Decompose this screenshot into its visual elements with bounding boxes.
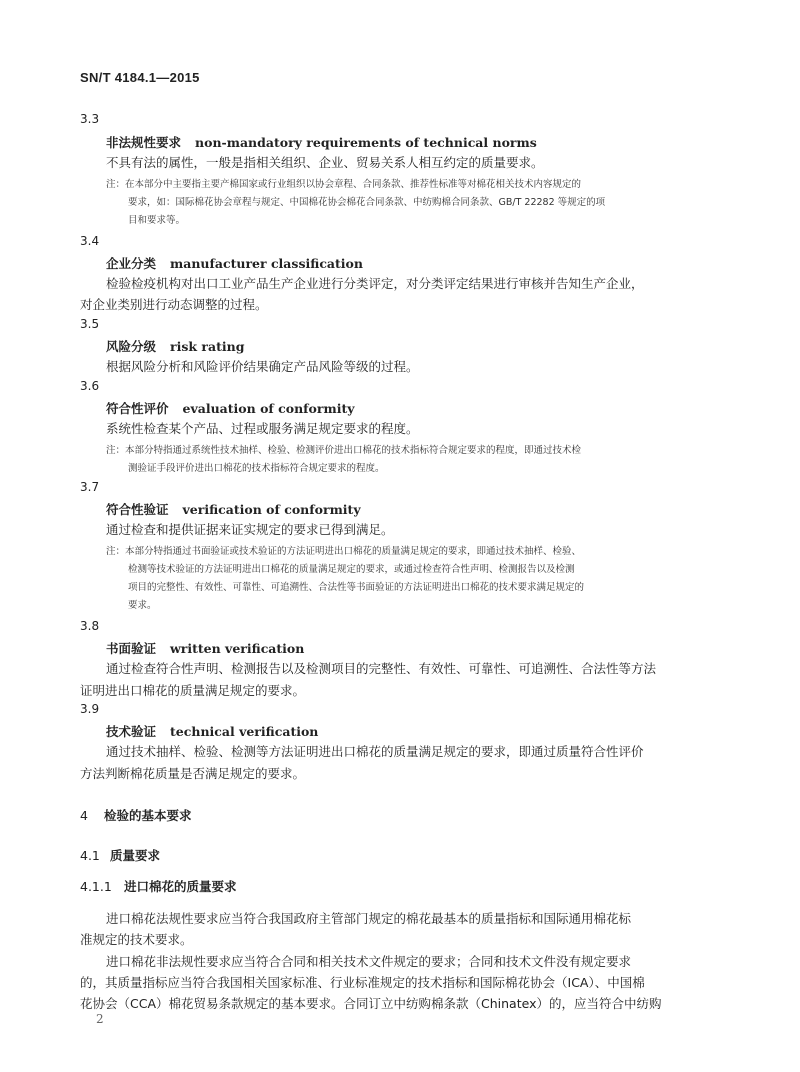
- definition-3-5: 根据风险分析和风险评价结果确定产品风险等级的过程。: [106, 359, 419, 374]
- definition-3-9-line2: 方法判断棉花质量是否满足规定的要求。: [80, 766, 306, 781]
- definition-3-6: 系统性检查某个产品、过程或服务满足规定要求的程度。: [106, 421, 419, 436]
- note-3-7-line3: 项目的完整性、有效性、可靠性、可追溯性、合法性等书面验证的方法证明进出口棉花的技术要求满足规定的: [128, 582, 585, 593]
- term-zh: 符合性评价: [106, 401, 169, 416]
- definition-3-4-line1: 检验检疫机构对出口工业产品生产企业进行分类评定，对分类评定结果进行审核并告知生产企业，: [106, 276, 644, 291]
- page-number: 2: [96, 1012, 104, 1026]
- term-en: technical verification: [170, 724, 319, 739]
- paragraph-1-line2: 准规定的技术要求。: [80, 932, 193, 947]
- term-zh: 风险分级: [106, 339, 157, 354]
- term-3-3: [106, 133, 537, 151]
- clause-number-3-9: 3.9: [80, 702, 100, 716]
- section-number: 4.1: [80, 848, 100, 863]
- clause-number-3-5: 3.5: [80, 317, 100, 331]
- section-4-1-1-heading: [80, 877, 237, 895]
- note-3-6-line1: 注：本部分特指通过系统性技术抽样、检验、检测评价进出口棉花的技术指标符合规定要求的程度，即通过技术检: [106, 445, 582, 456]
- standard-number-header: SN/T 4184.1—2015: [80, 70, 200, 85]
- definition-3-4-line2: 对企业类别进行动态调整的过程。: [80, 297, 268, 312]
- note-3-3-line3: 目和要求等。: [128, 215, 186, 226]
- definition-3-8-line1: 通过检查符合性声明、检测报告以及检测项目的完整性、有效性、可靠性、可追溯性、合法性等方法: [106, 661, 657, 676]
- note-3-3-line2: 要求，如：国际棉花协会章程与规定、中国棉花协会棉花合同条款、中纺购棉合同条款、GB/T 22282 等规定的项: [128, 197, 606, 208]
- note-3-7-line1: 注：本部分特指通过书面验证或技术验证的方法证明进出口棉花的质量满足规定的要求，即通过技术抽样、检验、: [106, 546, 582, 557]
- note-3-6-line2: 测验证手段评价进出口棉花的技术指标符合规定要求的程度。: [128, 463, 385, 474]
- definition-3-8-line2: 证明进出口棉花的质量满足规定的要求。: [80, 683, 306, 698]
- clause-number-3-8: 3.8: [80, 619, 100, 633]
- term-en: evaluation of conformity: [182, 401, 355, 416]
- term-3-9: [106, 722, 318, 740]
- term-3-8: [106, 639, 304, 657]
- clause-number-3-6: 3.6: [80, 379, 100, 393]
- term-zh: 企业分类: [106, 256, 157, 271]
- note-3-3-line1: 注：在本部分中主要指主要产棉国家或行业组织以协会章程、合同条款、推荐性标准等对棉花相关技术内容规定的: [106, 179, 582, 190]
- term-3-5: [106, 337, 244, 355]
- paragraph-1-line1: 进口棉花法规性要求应当符合我国政府主管部门规定的棉花最基本的质量指标和国际通用棉花标: [106, 911, 632, 926]
- definition-3-3: 不具有法的属性，一般是指相关组织、企业、贸易关系人相互约定的质量要求。: [106, 155, 544, 170]
- definition-3-9-line1: 通过技术抽样、检验、检测等方法证明进出口棉花的质量满足规定的要求，即通过质量符合性评价: [106, 744, 644, 759]
- chapter-number: 4: [80, 808, 88, 823]
- term-en: risk rating: [170, 339, 245, 354]
- paragraph-2-line2: 的，其质量指标应当符合我国相关国家标准、行业标准规定的技术指标和国际棉花协会（ICA）、中国棉: [80, 975, 645, 990]
- term-zh: 非法规性要求: [106, 135, 182, 150]
- clause-number-3-7: 3.7: [80, 480, 100, 494]
- chapter-title: 检验的基本要求: [104, 808, 192, 823]
- section-title: 质量要求: [110, 848, 161, 863]
- paragraph-2-line3: 花协会（CCA）棉花贸易条款规定的基本要求。合同订立中纺购棉条款（Chinatex）的，应当符合中纺购: [80, 996, 662, 1011]
- term-zh: 符合性验证: [106, 502, 169, 517]
- clause-number-3-3: 3.3: [80, 112, 100, 126]
- term-en: verification of conformity: [182, 502, 361, 517]
- term-3-4: [106, 254, 363, 272]
- section-title: 进口棉花的质量要求: [124, 879, 237, 894]
- term-en: written verification: [170, 641, 305, 656]
- section-number: 4.1.1: [80, 879, 112, 894]
- section-4-1-heading: [80, 846, 160, 864]
- definition-3-7: 通过检查和提供证据来证实规定的要求已得到满足。: [106, 522, 394, 537]
- term-zh: 书面验证: [106, 641, 157, 656]
- term-zh: 技术验证: [106, 724, 157, 739]
- paragraph-2-line1: 进口棉花非法规性要求应当符合合同和相关技术文件规定的要求；合同和技术文件没有规定要求: [106, 954, 632, 969]
- note-3-7-line4: 要求。: [128, 600, 157, 611]
- chapter-4-heading: [80, 806, 192, 824]
- note-3-7-line2: 检测等技术验证的方法证明进出口棉花的质量满足规定的要求，或通过检查符合性声明、检测报告以及检测: [128, 564, 575, 575]
- term-en: manufacturer classification: [170, 256, 363, 271]
- term-3-6: [106, 399, 354, 417]
- term-en: non-mandatory requirements of technical norms: [195, 135, 537, 150]
- clause-number-3-4: 3.4: [80, 234, 100, 248]
- term-3-7: [106, 500, 361, 518]
